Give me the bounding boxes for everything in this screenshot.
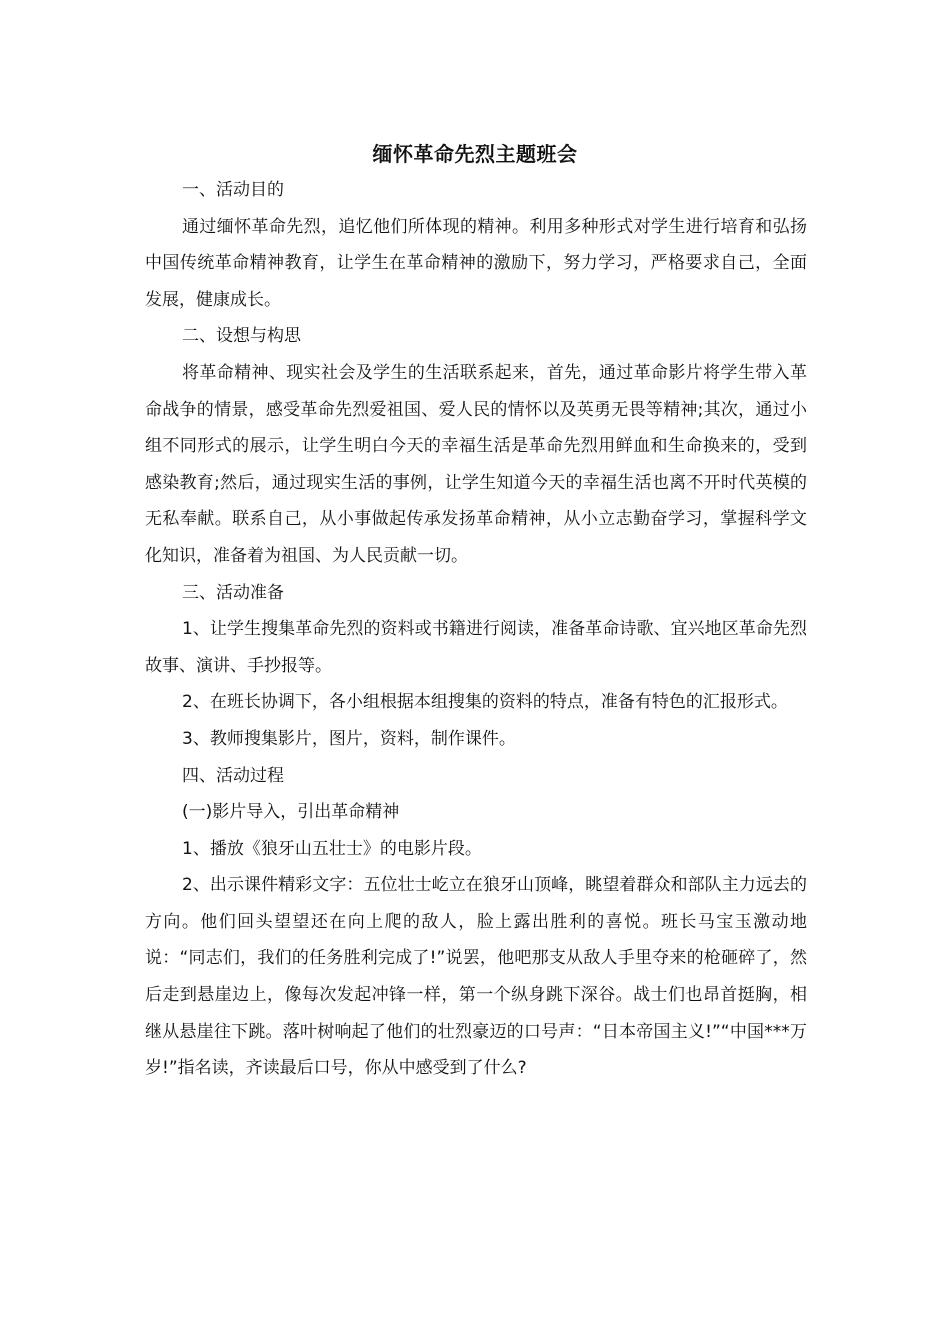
- heading-ideas: 二、设想与构思: [182, 326, 301, 347]
- document-body: [145, 172, 807, 1087]
- subheading-film-intro: (一)影片导入，引出革命精神: [182, 802, 400, 823]
- paragraph-preparation-1: 1、让学生搜集革命先烈的资料或书籍进行阅读，准备革命诗歌、宜兴地区革命先烈故事、演讲、手抄报等。: [145, 619, 807, 676]
- document-title: 缅怀革命先烈主题班会: [372, 142, 578, 166]
- paragraph-process-1: 1、播放《狼牙山五壮士》的电影片段。: [182, 838, 482, 859]
- heading-activity-purpose: 一、活动目的: [182, 180, 284, 200]
- heading-process: 四、活动过程: [182, 765, 284, 786]
- paragraph-preparation-2: 2、在班长协调下，各小组根据本组搜集的资料的特点，准备有特色的汇报形式。: [182, 692, 788, 713]
- paragraph-preparation-3: 3、教师搜集影片，图片，资料，制作课件。: [182, 728, 516, 749]
- paragraph-purpose: 通过缅怀革命先烈，追忆他们所体现的精神。利用多种形式对学生进行培育和弘扬中国传统革命精神教育，让学生在革命精神的激励下，努力学习，严格要求自己，全面发展，健康成长。: [145, 216, 807, 310]
- paragraph-process-2: 2、出示课件精彩文字：五位壮士屹立在狼牙山顶峰，眺望着群众和部队主力远去的方向。他们回头望望还在向上爬的敌人，脸上露出胜利的喜悦。班长马宝玉激动地说：“同志们，我们的任务胜利完成了!”说罢，他吧那支从敌人手里夺来的枪砸碎了，然后走到悬崖边上，像每次发起冲锋一样，第一个纵身跳下深谷。战士们也昂首挺胸，相继从悬崖往下跳。落叶树响起了他们的壮烈豪迈的口号声：“日本帝国主义!”“中国***万岁!”指名读，齐读最后口号，你从中感受到了什么?: [145, 875, 807, 1079]
- heading-preparation: 三、活动准备: [182, 582, 284, 603]
- paragraph-ideas: 将革命精神、现实社会及学生的生活联系起来，首先，通过革命影片将学生带入革命战争的情景，感受革命先烈爱祖国、爱人民的情怀以及英勇无畏等精神;其次，通过小组不同形式的展示，让学生明白今天的幸福生活是革命先烈用鲜血和生命换来的，受到感染教育;然后，通过现实生活的事例，让学生知道今天的幸福生活也离不开时代英模的无私奉献。联系自己，从小事做起传承发扬革命精神，从小立志勤奋学习，掌握科学文化知识，准备着为祖国、为人民贡献一切。: [145, 362, 807, 566]
